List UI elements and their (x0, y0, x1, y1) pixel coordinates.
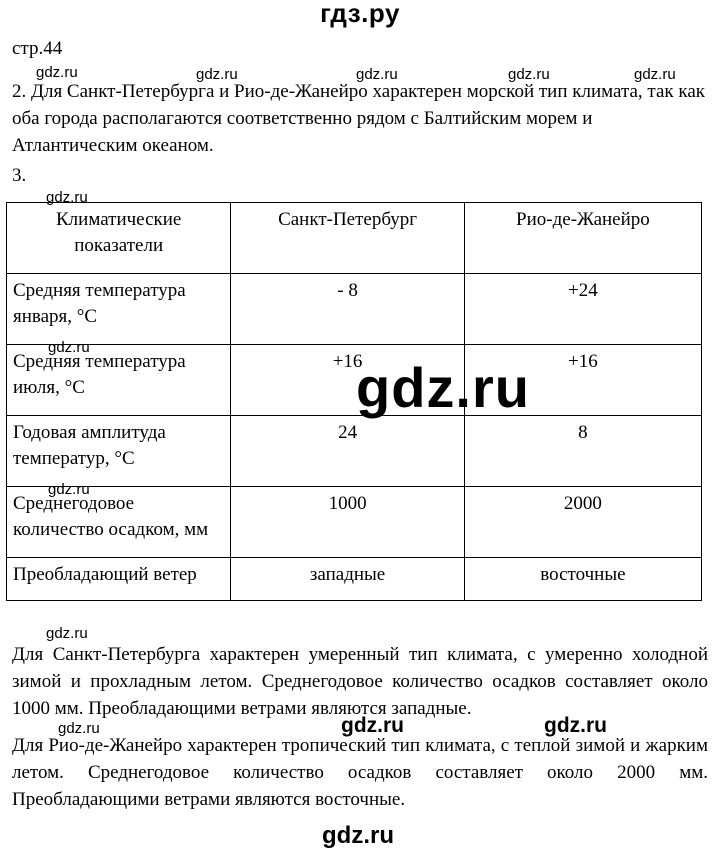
conclusion-spb-text: Для Санкт-Петербурга характерен умеренный тип климата, с умеренно холодной зимой и прохладным летом. Среднегодовое количество осадков составляет около 1000 мм. Преобладающими ветрами являются западные. (12, 644, 708, 719)
watermark: gdz.ru (46, 625, 88, 642)
table-row (7, 416, 702, 487)
footer-watermark: gdz.ru (322, 822, 394, 849)
rio-value-cell: +16 (464, 345, 701, 416)
table-row (7, 274, 702, 345)
rio-value-cell: 8 (464, 416, 701, 487)
spb-value-cell: 24 (231, 416, 464, 487)
answer-2-text: 2. Для Санкт-Петербурга и Рио-де-Жанейро характерен морской тип климата, так как оба города располагаются соответственно рядом с Балтийским морем и Атлантическим океаном. (12, 81, 705, 156)
watermark: gdz.ru (508, 66, 550, 83)
watermark: gdz.ru (341, 714, 404, 737)
watermark: gdz.ru (544, 714, 607, 737)
spb-value-cell: +16 (231, 345, 464, 416)
indicator-cell: Преобладающий ветер (7, 558, 231, 601)
watermark: gdz.ru (48, 481, 90, 498)
watermark: gdz.ru (634, 66, 676, 83)
rio-value-cell: восточные (464, 558, 701, 601)
table-row (7, 345, 702, 416)
indicator-cell: Годовая амплитуда температур, °С (7, 416, 231, 487)
watermark-large: gdz.ru (356, 356, 530, 419)
indicator-cell: Среднегодовое количество осадком, мм (7, 487, 231, 558)
spb-value-cell: - 8 (231, 274, 464, 345)
conclusion-rio-text: Для Рио-де-Жанейро характерен тропический тип климата, с теплой зимой и жарким летом. Среднегодовое количество осадков составляет около 2000 мм. Преобладающими ветрами являются восточные. (12, 735, 708, 810)
watermark: gdz.ru (58, 720, 100, 737)
climate-comparison-table (6, 202, 702, 601)
answer-3-label: 3. (12, 165, 27, 186)
rio-value-cell: 2000 (464, 487, 701, 558)
watermark: gdz.ru (36, 64, 78, 81)
spb-value-cell: западные (231, 558, 464, 601)
header-rio: Рио-де-Жанейро (464, 203, 701, 274)
table-header-row (7, 203, 702, 274)
header-indicators: Климатические показатели (7, 203, 231, 274)
table-row (7, 487, 702, 558)
table-row (7, 558, 702, 601)
watermark: gdz.ru (196, 66, 238, 83)
watermark: gdz.ru (48, 339, 90, 356)
spb-value-cell: 1000 (231, 487, 464, 558)
indicator-cell: Средняя температура января, °С (7, 274, 231, 345)
watermark: gdz.ru (356, 66, 398, 83)
indicator-cell: Средняя температура июля, °С (7, 345, 231, 416)
header-spb: Санкт-Петербург (231, 203, 464, 274)
page-reference: стр.44 (12, 38, 63, 59)
rio-value-cell: +24 (464, 274, 701, 345)
watermark: gdz.ru (46, 189, 88, 206)
site-title: гдз.ру (320, 0, 400, 28)
